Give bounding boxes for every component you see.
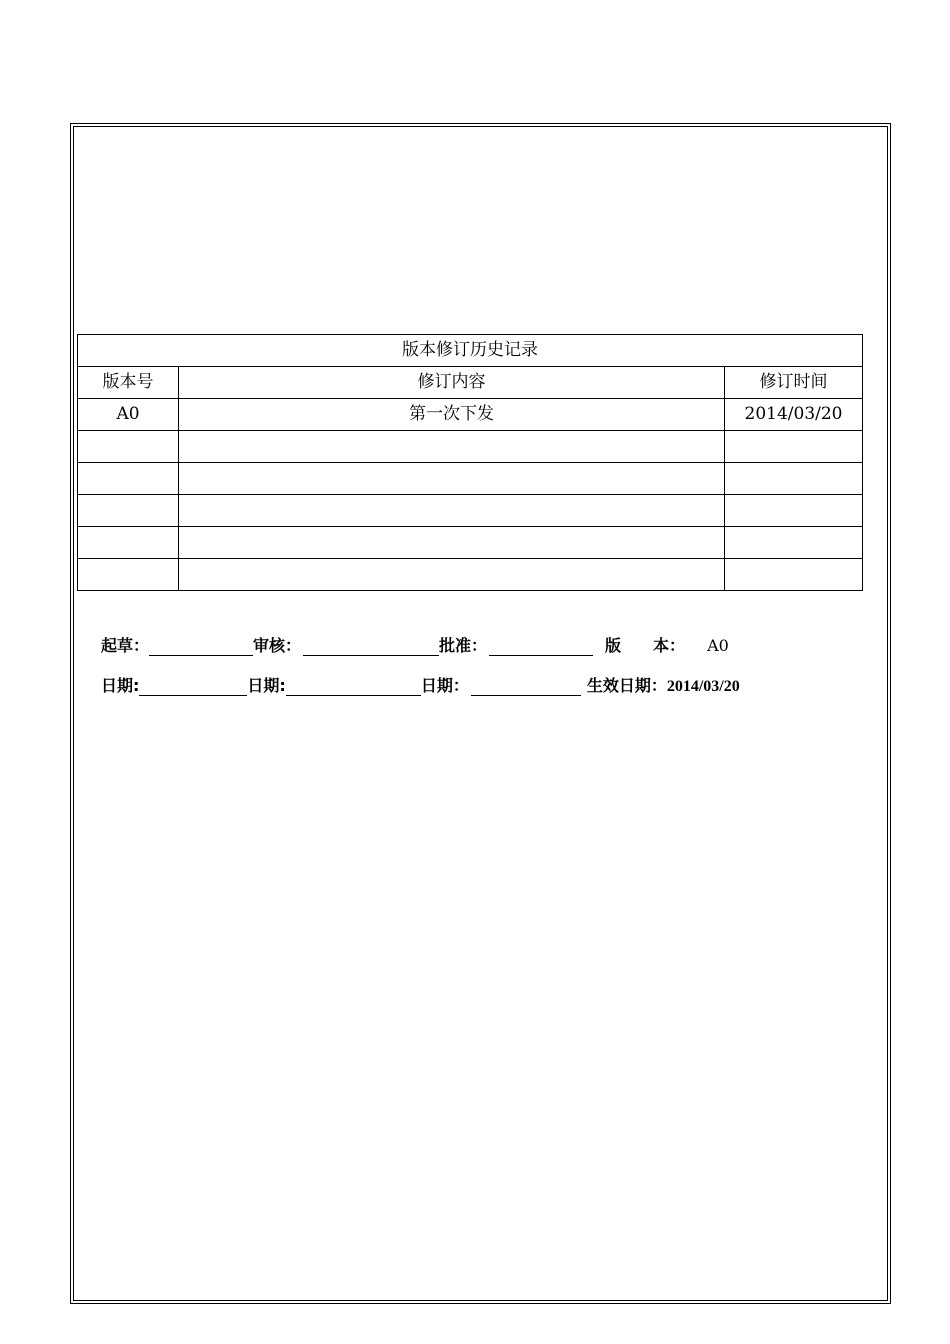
signature-row-dates (101, 673, 740, 696)
cell-content (179, 559, 725, 591)
cell-date (725, 463, 863, 495)
table-row (78, 399, 863, 431)
cell-content: 第一次下发 (179, 399, 725, 431)
cell-date (725, 559, 863, 591)
cell-version (78, 431, 179, 463)
approve-label: 批准： (439, 636, 488, 655)
cell-content (179, 431, 725, 463)
header-content: 修订内容 (179, 367, 725, 399)
table-row (78, 431, 863, 463)
effective-date-label: 生效日期： (586, 676, 667, 695)
cell-date (725, 431, 863, 463)
review-label: 审核： (253, 636, 302, 655)
review-date-label: 日期: (247, 676, 286, 695)
header-version: 版本号 (78, 367, 179, 399)
table-title-row (78, 335, 863, 367)
page-border-inner (73, 126, 888, 1301)
cell-version (78, 463, 179, 495)
cell-content (179, 463, 725, 495)
cell-content (179, 495, 725, 527)
revision-history-table (77, 334, 863, 591)
approve-date-field[interactable] (471, 677, 581, 696)
cell-date (725, 527, 863, 559)
review-signature-field[interactable] (303, 637, 439, 656)
cell-version: A0 (78, 399, 179, 431)
header-date: 修订时间 (725, 367, 863, 399)
cell-date (725, 495, 863, 527)
approve-date-label: 日期： (420, 676, 469, 695)
signature-row-names (101, 633, 729, 656)
cell-date: 2014/03/20 (725, 399, 863, 431)
review-date-field[interactable] (286, 677, 421, 696)
draft-date-label: 日期: (101, 676, 140, 695)
table-row (78, 527, 863, 559)
cell-version (78, 559, 179, 591)
table-title: 版本修订历史记录 (78, 335, 863, 367)
version-value: A0 (707, 636, 729, 655)
cell-version (78, 527, 179, 559)
cell-content (179, 527, 725, 559)
table-row (78, 495, 863, 527)
cell-version (78, 495, 179, 527)
table-header-row (78, 367, 863, 399)
approve-signature-field[interactable] (489, 637, 593, 656)
effective-date-value: 2014/03/20 (666, 678, 740, 695)
draft-date-field[interactable] (139, 677, 247, 696)
draft-label: 起草： (101, 636, 150, 655)
table-row (78, 559, 863, 591)
draft-signature-field[interactable] (149, 637, 253, 656)
version-label: 版 本： (605, 636, 686, 655)
table-row (78, 463, 863, 495)
